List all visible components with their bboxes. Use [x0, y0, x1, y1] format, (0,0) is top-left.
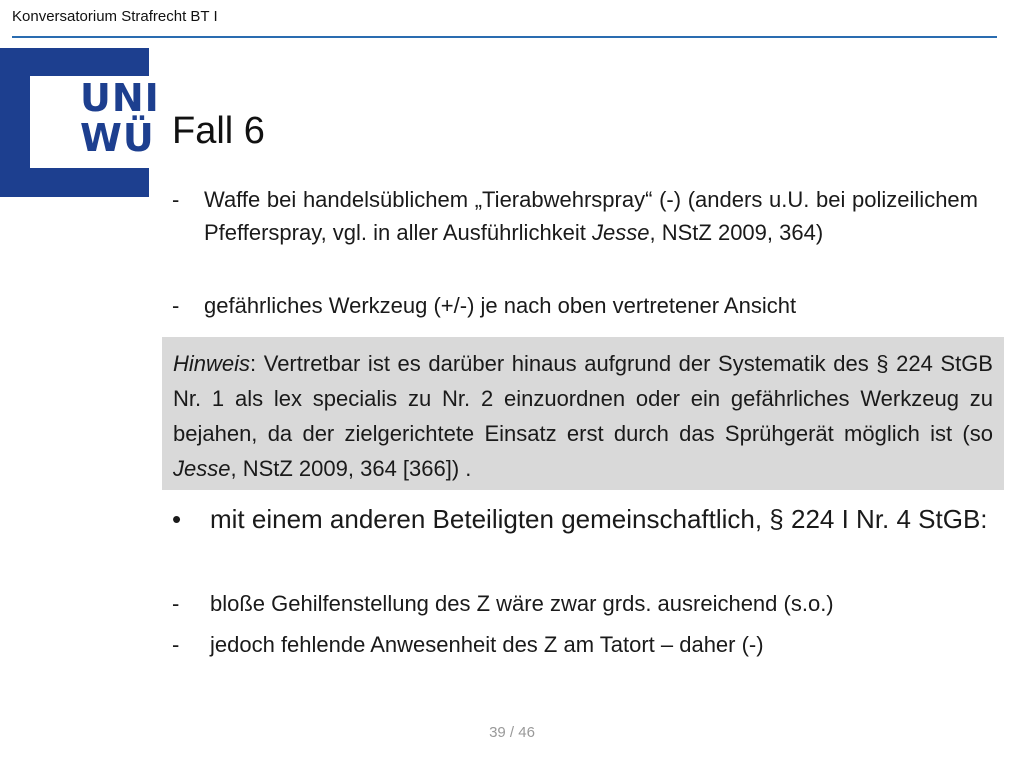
dash-marker: - [172, 591, 180, 616]
hint-label: Hinweis [173, 351, 251, 376]
bullet-marker: • [172, 504, 182, 534]
university-logo [0, 48, 160, 197]
dash-marker: - [172, 293, 180, 318]
header-divider [12, 36, 997, 38]
sub-item-text: jedoch fehlende Anwesenheit des Z am Tatort – daher (-) [210, 632, 764, 657]
header-title: Konversatorium Strafrecht BT I [12, 8, 218, 25]
sub-item-assistance [172, 587, 994, 620]
sub-item-presence [172, 628, 994, 661]
author-name: Jesse [592, 220, 650, 245]
logo-line-2: WÜ [80, 116, 155, 160]
dash-item-text: gefährliches Werkzeug (+/-) je nach oben vertretener Ansicht [204, 293, 797, 318]
slide-title: Fall 6 [172, 110, 265, 152]
dash-marker: - [172, 632, 180, 657]
bullet-text: mit einem anderen Beteiligten gemeinschaftlich, § 224 I Nr. 4 StGB: [210, 504, 988, 534]
logo-text [80, 78, 160, 158]
dash-item-weapon [172, 183, 978, 249]
hint-box [162, 337, 1004, 490]
dash-item-text: Waffe bei handelsüblichem „Tierabwehrspray“ (-) (anders u.U. bei polizeilichem Pfefferspray, vgl. in aller Ausführlichkeit Jesse, NStZ 2009, 364) [204, 187, 978, 245]
dash-marker: - [172, 187, 180, 212]
logo-line-1: UNI [80, 76, 160, 120]
dash-item-tool [172, 289, 978, 322]
hint-text: Hinweis: Vertretbar ist es darüber hinaus aufgrund der Systematik des § 224 StGB Nr. 1 als lex specialis zu Nr. 2 einzuordnen oder ein gefährliches Werkzeug zu bejahen, da der zielgerichtete Einsatz erst durch das Sprühgerät möglich ist (so Jesse, NStZ 2009, 364 [366]) . [173, 351, 993, 481]
sub-item-text: bloße Gehilfenstellung des Z wäre zwar grds. ausreichend (s.o.) [210, 591, 834, 616]
author-name: Jesse [173, 456, 231, 481]
bullet-item [172, 500, 994, 538]
page-number: 39 / 46 [489, 724, 535, 741]
